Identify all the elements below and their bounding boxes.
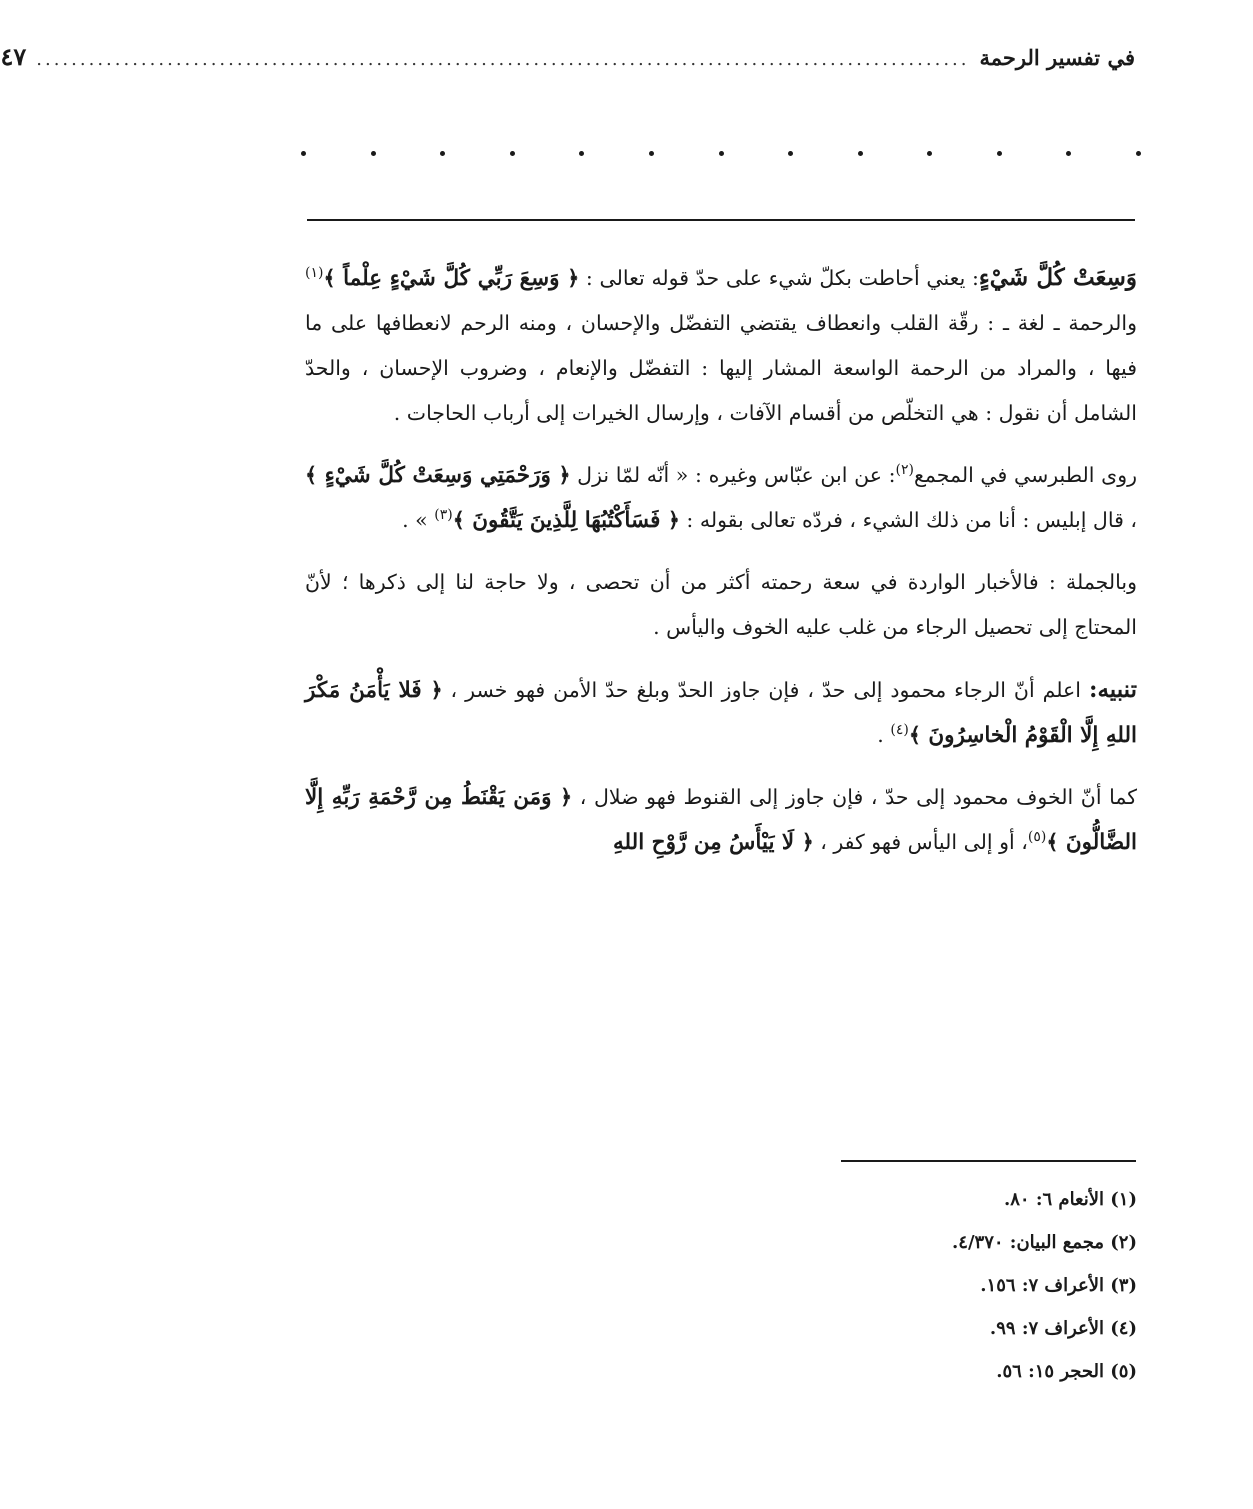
ornate-bracket-close: ﴾ — [323, 266, 336, 290]
footnote-ref: (٤) — [890, 722, 909, 739]
footnote-3: (٣) الأعراف ٧: ١٥٦. — [980, 1275, 1137, 1296]
separator-dot — [1136, 151, 1141, 156]
body-text: اعلم أنّ الرجاء محمود إلى حدّ ، فإن جاوز الحدّ وبلغ حدّ الأمن فهو خسر ، — [442, 678, 1089, 702]
ornate-bracket-open: ﴿ — [801, 830, 814, 854]
quran-quote: وَمَن يَقْنَطُ مِن رَّحْمَةِ رَبِّهِ إِلَّا الضَّالُّونَ — [305, 785, 1137, 855]
separator-dot — [440, 151, 445, 156]
body-text: وبالجملة : فالأخبار الواردة في سعة رحمته أكثر من أن تحصى ، ولا حاجة لنا إلى ذكرها ؛ لأنّ المحتاج إلى تحصيل الرجاء من غلب عليه الخوف واليأس . — [305, 570, 1137, 639]
ornate-bracket-open: ﴿ — [567, 266, 580, 290]
footnote-ref: (٥) — [1027, 829, 1047, 846]
body-text: : يعني أحاطت بكلّ شيء على حدّ قوله تعالى : — [579, 266, 979, 290]
separator-dots — [301, 146, 1141, 160]
footnote-5: (٥) الحجر ١٥: ٥٦. — [996, 1361, 1137, 1382]
body-text: » . — [402, 508, 435, 532]
quran-quote: لَا يَيْأَسُ مِن رَّوْحِ اللهِ — [613, 830, 802, 855]
separator-dot — [788, 151, 793, 156]
paragraph-5 — [305, 775, 1137, 865]
running-header — [0, 42, 1135, 82]
ornate-bracket-open: ﴿ — [558, 463, 571, 487]
body-text: والرحمة ـ لغة ـ : رقّة القلب وانعطاف يقتضي التفضّل والإحسان ، ومنه الرحم لانعطافها على ما فيها ، والمراد من الرحمة الواسعة المشار إليها : التفضّل والإنعام ، وضروب الإحسان ، والحدّ الشامل أن نقول : هي التخلّص من أقسام الآفات ، وإرسال الخيرات إلى أرباب الحاجات . — [305, 311, 1137, 425]
footnote-ref: (١) — [305, 265, 324, 282]
page-number: ٤٧ — [0, 42, 27, 71]
paragraph-2 — [305, 453, 1137, 543]
quran-quote: وَسِعَ رَبِّي كُلَّ شَيْءٍ عِلْماً — [335, 266, 568, 291]
ornate-bracket-close: ﴾ — [908, 723, 921, 747]
footnote-4: (٤) الأعراف ٧: ٩٩. — [989, 1318, 1137, 1339]
ornate-bracket-open: ﴿ — [667, 508, 680, 532]
footnote-2: (٢) مجمع البيان: ٤/٣٧٠. — [952, 1232, 1137, 1253]
body-text: . — [877, 723, 891, 747]
separator-dot — [649, 151, 654, 156]
paragraph-4 — [305, 667, 1137, 758]
body-text: كما أنّ الخوف محمود إلى حدّ ، فإن جاوز إلى القنوط فهو ضلال ، — [572, 785, 1137, 809]
footnote-ref: (٢) — [895, 462, 914, 479]
separator-dot — [371, 151, 376, 156]
body-text: : عن ابن عبّاس وغيره : « أنّه لمّا نزل — [570, 463, 896, 487]
separator-dot — [927, 151, 932, 156]
separator-dot — [301, 151, 306, 156]
separator-dot — [510, 151, 515, 156]
paragraph-3 — [305, 560, 1137, 650]
ornate-bracket-close: ﴾ — [1046, 830, 1059, 854]
separator-dot — [579, 151, 584, 156]
quran-quote: فَسَأَكْتُبُهَا لِلَّذِينَ يَتَّقُونَ — [464, 508, 668, 533]
separator-dot — [858, 151, 863, 156]
header-title: في تفسير الرحمة — [979, 45, 1135, 70]
ornate-bracket-close: ﴾ — [305, 463, 318, 487]
ornate-bracket-open: ﴿ — [560, 785, 573, 809]
separator-dot — [1066, 151, 1071, 156]
body-text: روى الطبرسي في المجمع — [913, 463, 1138, 487]
separator-dot — [719, 151, 724, 156]
header-rule — [307, 219, 1135, 221]
ornate-bracket-close: ﴾ — [452, 508, 465, 532]
ornate-bracket-open: ﴿ — [430, 678, 443, 702]
note-heading: تنبيه: — [1088, 676, 1137, 703]
quran-quote: وَرَحْمَتِي وَسِعَتْ كُلَّ شَيْءٍ — [317, 463, 559, 488]
header-leader-dots: ........................................................................................................... — [36, 49, 970, 70]
body-text: ، قال إبليس : أنا من ذلك الشيء ، فردّه تعالى بقوله : — [679, 508, 1137, 532]
footnote-ref: (٣) — [434, 507, 453, 524]
footnotes — [737, 1178, 1137, 1393]
separator-dot — [997, 151, 1002, 156]
paragraph-1 — [305, 255, 1137, 436]
quran-quote: فَلا يَأْمَنُ مَكْرَ اللهِ إِلَّا الْقَوْمُ الْخاسِرُونَ — [305, 678, 1137, 748]
body-text: ، أو إلى اليأس فهو كفر ، — [813, 830, 1028, 854]
lead-phrase: وَسِعَتْ كُلَّ شَيْءٍ — [978, 264, 1138, 291]
main-text — [305, 255, 1137, 882]
footnote-1: (١) الأنعام ٦: ٨٠. — [1003, 1189, 1137, 1210]
footnote-rule — [841, 1160, 1136, 1162]
